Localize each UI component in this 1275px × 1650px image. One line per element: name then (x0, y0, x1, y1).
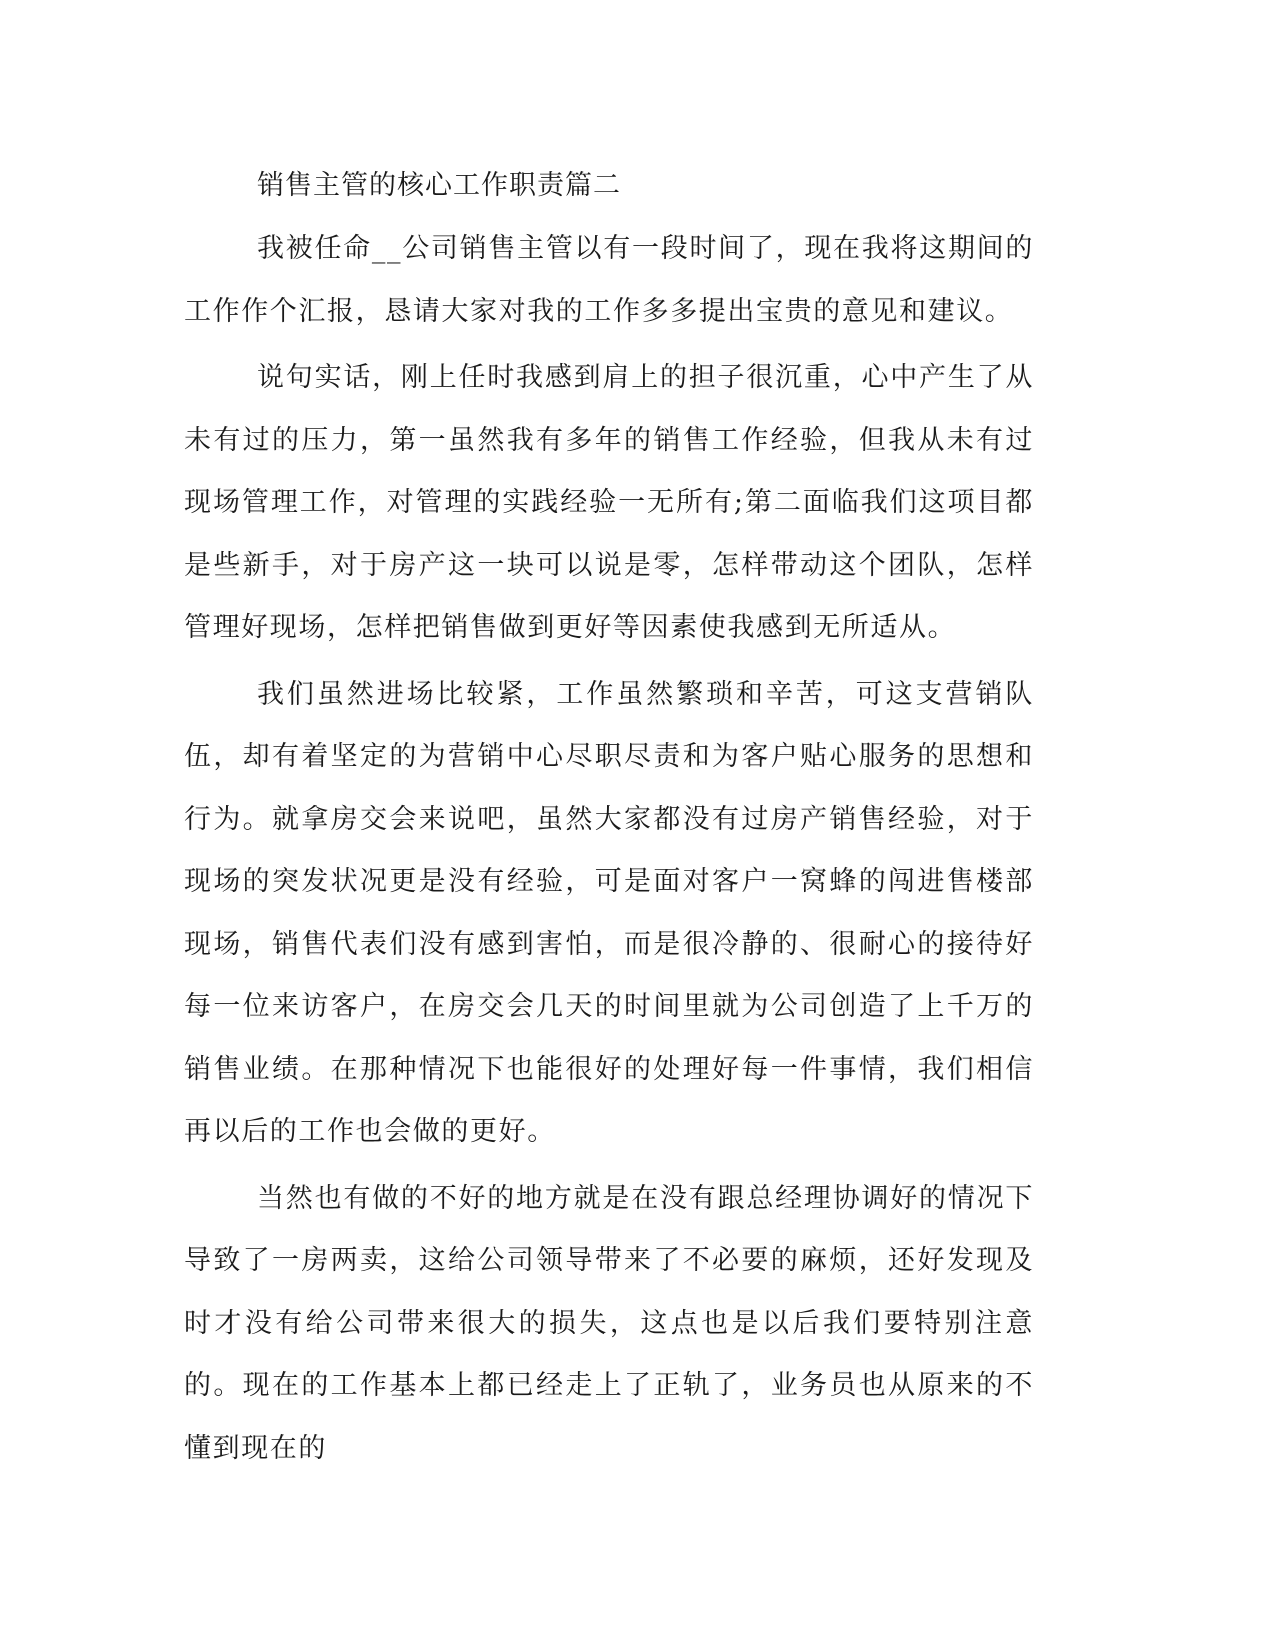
paragraph-2: 说句实话，刚上任时我感到肩上的担子很沉重，心中产生了从未有过的压力，第一虽然我有多年的销售工作经验，但我从未有过现场管理工作，对管理的实践经验一无所有;第二面临我们这项目都是些新手，对于房产这一块可以说是零，怎样带动这个团队，怎样管理好现场，怎样把销售做到更好等因素使我感到无所适从。 (184, 362, 1034, 643)
document-title: 销售主管的核心工作职责篇二 (257, 170, 621, 201)
paragraph-4: 当然也有做的不好的地方就是在没有跟总经理协调好的情况下导致了一房两卖，这给公司领导带来了不必要的麻烦，还好发现及时才没有给公司带来很大的损失，这点也是以后我们要特别注意的。现在的工作基本上都已经走上了正轨了，业务员也从原来的不懂到现在的 (184, 1182, 1034, 1464)
paragraph-3: 我们虽然进场比较紧，工作虽然繁琐和辛苦，可这支营销队伍，却有着坚定的为营销中心尽职尽责和为客户贴心服务的思想和行为。就拿房交会来说吧，虽然大家都没有过房产销售经验，对于现场的突发状况更是没有经验，可是面对客户一窝蜂的闯进售楼部现场，销售代表们没有感到害怕，而是很冷静的、很耐心的接待好每一位来访客户，在房交会几天的时间里就为公司创造了上千万的销售业绩。在那种情况下也能很好的处理好每一件事情，我们相信再以后的工作也会做的更好。 (184, 678, 1034, 1147)
paragraph-1: 我被任命__公司销售主管以有一段时间了，现在我将这期间的工作作个汇报，恳请大家对我的工作多多提出宝贵的意见和建议。 (184, 233, 1034, 327)
document-body (184, 156, 1034, 1480)
